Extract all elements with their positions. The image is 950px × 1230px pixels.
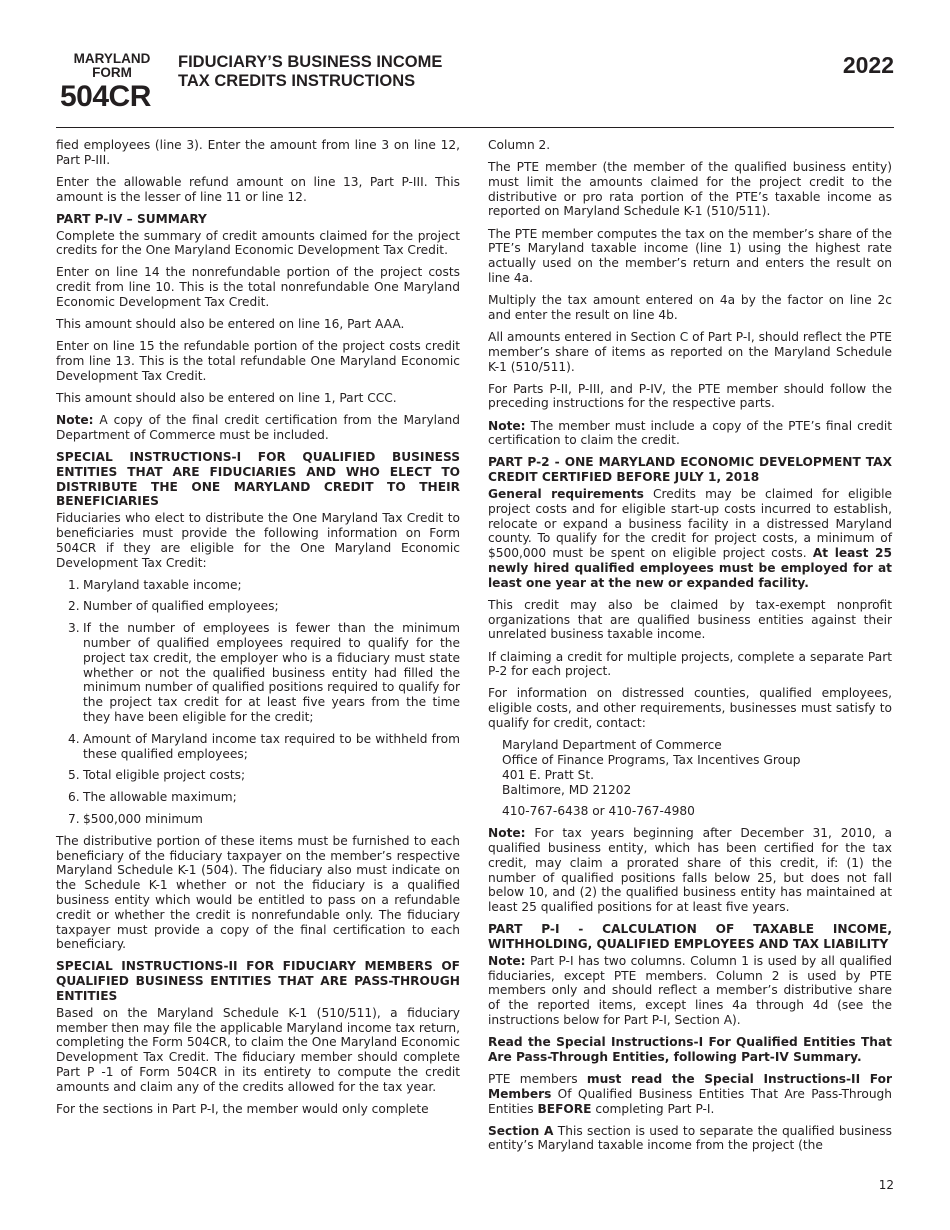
page-number: 12 [878, 1178, 894, 1192]
paragraph: This amount should also be entered on line 1, Part CCC. [56, 390, 397, 405]
paragraph: Enter on line 14 the nonrefundable portion of the project costs credit from line 10. This is the total nonrefundable One Maryland Economic Development Tax Credit. [56, 265, 460, 310]
section-heading-special-2: SPECIAL INSTRUCTIONS-II FOR FIDUCIARY MEMBERS OF QUALIFIED BUSINESS ENTITIES THAT ARE PASS-THROUGH ENTITIES [56, 959, 460, 1004]
note-paragraph: Note: For tax years beginning after December 31, 2010, a qualified business entity, which has been certified for the tax credit, may claim a prorated share of this credit, if: (1) the number of qualified positions falls below 25, but does not fall below 10, and (2) the qualified business entity has maintained at least 25 qualified positions for at least five years. [488, 826, 892, 915]
right-column [488, 138, 892, 1161]
section-a-paragraph: Section A This section is used to separate the qualified business entity’s Maryland taxable income from the project (the [488, 1123, 893, 1153]
list-item: 4. Amount of Maryland income tax required to be withheld from these qualified employees; [68, 731, 460, 761]
paragraph: For the sections in Part P-I, the member would only complete [56, 1101, 429, 1116]
paragraph: Fiduciaries who elect to distribute the One Maryland Tax Credit to beneficiaries must provide the following information on Form 504CR if they are eligible for the One Maryland Economic Development Tax Credit: [56, 511, 460, 570]
note-paragraph: Note: The member must include a copy of the PTE’s final credit certification to claim the credit. [488, 418, 892, 448]
list-item: 7. $500,000 minimum [68, 811, 203, 826]
paragraph: Enter on line 15 the refundable portion of the project costs credit from line 13. This is the total refundable One Maryland Economic Development Tax Credit. [56, 339, 460, 383]
list-item: 2. Number of qualified employees; [68, 599, 279, 614]
section-heading-special-1: SPECIAL INSTRUCTIONS-I FOR QUALIFIED BUSINESS ENTITIES THAT ARE FIDUCIARIES AND WHO ELECT TO DISTRIBUTE THE ONE MARYLAND CREDIT TO THEIR BENEFICIARIES [56, 449, 460, 509]
note-paragraph: Note: A copy of the final credit certification from the Maryland Department of Commerce must be included. [56, 413, 460, 442]
contact-address: Maryland Department of Commerce Office of Finance Programs, Tax Incentives Group 401 E. Pratt St. Baltimore, MD 21202 410-767-6438 or 410-767-4980 [502, 738, 892, 819]
paragraph: This amount should also be entered on line 16, Part AAA. [56, 317, 405, 332]
note-paragraph: Note: Part P-I has two columns. Column 1 is used by all qualified fiduciaries, except PTE members. Column 2 is used by PTE members only and should reflect a member’s distributive share of the reported items, except lines 4a through 4d (see the instructions below for Part P-I, Section A). [488, 953, 892, 1027]
paragraph: Complete the summary of credit amounts claimed for the project credits for the One Maryland Economic Development Tax Credit. [56, 228, 460, 258]
header-divider [56, 127, 894, 128]
list-item: 1. Maryland taxable income; [68, 577, 242, 592]
paragraph: The PTE member (the member of the qualified business entity) must limit the amounts claimed for the project credit to the distributive or pro rata portion of the PTE’s taxable income as reported on Maryland Schedule K-1 (510/511). [488, 160, 892, 219]
list-item: 6. The allowable maximum; [68, 790, 237, 805]
general-requirements-paragraph: General requirements Credits may be claimed for eligible project costs and for eligible start-up costs incurred to establish, relocate or expand a business facility in a distressed Maryland county. To qualify for the credit for project costs, a minimum of $500,000 must be spent on eligible project costs. At least 25 newly hired qualified employees must be employed for at least one year at the new or expanded facility. [488, 487, 892, 590]
paragraph: If claiming a credit for multiple projects, complete a separate Part P-2 for each project. [488, 649, 892, 679]
tax-year: 2022 [842, 52, 894, 78]
required-info-list [56, 578, 460, 827]
form-state-label [60, 52, 164, 80]
paragraph: The distributive portion of these items must be furnished to each beneficiary of the fiduciary taxpayer on the member’s respective Maryland Schedule K-1 (504). The fiduciary also must indicate on the Schedule K-1 whether or not the fiduciary is a qualified business entity which would be entitled to pass on a refundable credit or whether the credit is nonrefundable only. The fiduciary taxpayer must provide a copy of the final certification to each beneficiary. [56, 833, 460, 952]
paragraph: Multiply the tax amount entered on 4a by the factor on line 2c and enter the result on line 4b. [488, 293, 892, 322]
list-item: 3. If the number of employees is fewer than the minimum number of qualified employees required to qualify for the project tax credit, the employer who is a fiduciary must state whether or not the qualified business entity had filled the minimum number of qualified positions required to qualify for the project tax credit for at least five years from the time they have been eligible for the credit; [68, 621, 460, 724]
paragraph: All amounts entered in Section C of Part P-I, should reflect the PTE member’s share of items as reported on the Maryland Schedule K-1 (510/511). [488, 329, 892, 374]
paragraph: Column 2. [488, 138, 551, 152]
section-heading-part-p1: PART P-I - CALCULATION OF TAXABLE INCOME, WITHHOLDING, QUALIFIED EMPLOYEES AND TAX LIABILITY [488, 922, 892, 952]
section-heading-part-p2: PART P-2 - ONE MARYLAND ECONOMIC DEVELOPMENT TAX CREDIT CERTIFIED BEFORE JULY 1, 2018 [488, 455, 892, 485]
contact-phone: 410-767-6438 or 410-767-4980 [502, 804, 695, 819]
list-item: 5. Total eligible project costs; [68, 768, 246, 783]
paragraph: The PTE member computes the tax on the member’s share of the PTE’s Maryland taxable income (line 1) using the highest rate actually used on the member’s return and enters the result on line 4a. [488, 226, 892, 285]
paragraph: For Parts P-II, P-III, and P-IV, the PTE member should follow the preceding instructions for the respective parts. [488, 381, 892, 411]
read-instructions-paragraph: Read the Special Instructions-I For Qualified Entities That Are Pass-Through Entities, following Part-IV Summary. [488, 1035, 892, 1064]
paragraph: fied employees (line 3). Enter the amount from line 3 on line 12, Part P-III. [56, 138, 460, 167]
paragraph: This credit may also be claimed by tax-exempt nonprofit organizations that are qualified business entities against their unrelated business taxable income. [488, 597, 892, 642]
form-word: FORM [92, 65, 132, 80]
paragraph: Based on the Maryland Schedule K-1 (510/511), a fiduciary member then may file the applicable Maryland income tax return, completing the Form 504CR, to claim the One Maryland Economic Development Tax Credit. The fiduciary member should complete Part P -1 of Form 504CR in its entirety to compute the credit amounts and claim any of the credits allowed for the tax year. [56, 1005, 460, 1094]
page-title: FIDUCIARY’S BUSINESS INCOME TAX CREDITS INSTRUCTIONS [178, 53, 443, 90]
form-number: 504CR [60, 80, 151, 113]
paragraph: Enter the allowable refund amount on line 13, Part P-III. This amount is the lesser of line 11 or line 12. [56, 174, 460, 204]
paragraph: For information on distressed counties, qualified employees, eligible costs, and other requirements, businesses must satisfy to qualify for credit, contact: [488, 686, 892, 731]
pte-members-paragraph: PTE members must read the Special Instructions-II For Members Of Qualified Business Entities That Are Pass-Through Entities BEFORE completing Part P-I. [488, 1071, 892, 1116]
state-name: MARYLAND [73, 51, 151, 66]
section-heading-summary: PART P-IV – SUMMARY [56, 211, 207, 226]
left-column [56, 138, 460, 1124]
